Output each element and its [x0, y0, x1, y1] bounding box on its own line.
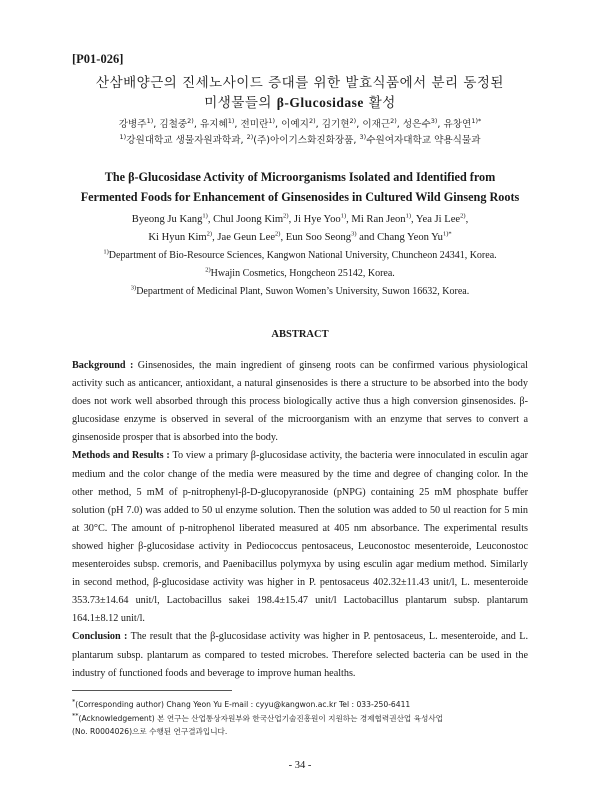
author-affiliation-mark: 1): [227, 116, 235, 125]
conclusion-paragraph: [72, 628, 528, 682]
author-affiliation-mark: 2): [187, 116, 194, 125]
author-affiliation-mark: 2): [349, 116, 357, 125]
author-affiliation-mark: 2): [275, 230, 281, 238]
author-affiliation-mark: 2): [390, 116, 397, 125]
abstract-code: [P01-026]: [72, 52, 124, 66]
english-author: Ji Hye Yoo: [293, 214, 341, 225]
author-affiliation-mark: 1): [340, 212, 347, 220]
background-paragraph: [72, 357, 528, 447]
affiliation-mark: 2): [246, 132, 254, 141]
author-affiliation-mark: 2): [283, 212, 289, 220]
english-authors-line2: Ki Hyun Kim$^{2)}$, Jae Geun Lee$^{2)}$, Eun Soo Seong$^{3)}$ and Chang Yeon $Yu^{1)*}$: [148, 230, 452, 243]
english-author: Chul Joong Kim: [213, 214, 284, 225]
korean-author: 유창연: [443, 119, 472, 130]
author-affiliation-mark: 1)*: [471, 116, 482, 125]
korean-affiliation: 수원여자대학교 약용식물과: [366, 135, 481, 146]
english-author: Ki Hyun Kim: [148, 232, 207, 243]
english-author: Chang Yeon Yu: [377, 232, 443, 243]
affiliation-text: Department of Medicinal Plant, Suwon Women’s University, Suwon 16632, Korea.: [136, 286, 470, 297]
korean-author: 이예지: [281, 119, 309, 130]
korean-affiliation: (주)아이기스화진화장품: [253, 135, 354, 146]
affiliation-mark: 1): [119, 132, 127, 141]
korean-title-enzyme: β-Glucosidase: [276, 95, 364, 110]
korean-title-line2: [72, 93, 528, 113]
english-affiliation: [72, 265, 528, 283]
english-affiliation: [72, 283, 528, 301]
background-label: Background :: [72, 360, 134, 371]
korean-title-suffix: 활성: [363, 95, 396, 111]
page-number: - 34 -: [288, 760, 312, 771]
english-author: Eun Soo Seong: [285, 232, 352, 243]
english-author: Jae Geun Lee: [217, 232, 276, 243]
korean-author: 전미란: [240, 119, 269, 130]
english-authors: [72, 211, 528, 247]
acknowledgement-note: **(Acknowledgement) 본 연구는 산업통상자원부와 한국산업기술진흥원이 지원하는 경제협력권산업 육성사업: [72, 710, 443, 723]
author-affiliation-mark: 1)*: [442, 230, 452, 238]
author-affiliation-mark: 1): [405, 212, 411, 220]
author-affiliation-mark: 2): [206, 230, 213, 238]
acknowledgement-note-cont: (No. R0004026)으로 수행된 연구결과입니다.: [72, 727, 228, 736]
korean-title-prefix: 미생물들의: [204, 95, 277, 111]
english-affiliations: [72, 247, 528, 301]
korean-author: 성은수: [402, 119, 431, 130]
conclusion-text: The result that the β-glucosidase activity was higher in P. pentosaceus, L. mesenteroide, and L. plantarum subsp. plantarum as compared to tested microbes. Therefore selected bacteria can be used in the industry of functioned foods and beverage to improve human healths.: [72, 631, 528, 679]
background-text: Ginsenosides, the main ingredient of ginseng roots can be confirmed various physiological activity such as anticancer, antioxidant, a natural ginsenosides is there a structure to be absorbed into the body does not work well absorbed through this process biologically active thus a high conversion ginsenosides. β-glucosidase enzyme is observed in several of the microorganism with an enzyme that serves to convert a ginsenoside prosper that is absorbed into the body.: [72, 360, 528, 444]
abstract-heading: ABSTRACT: [271, 329, 329, 340]
paper-page: [72, 52, 528, 683]
english-author: Mi Ran Jeon: [351, 214, 406, 225]
korean-author: 김철중: [159, 119, 188, 130]
affiliation-text: Hwajin Cosmetics, Hongcheon 25142, Korea.: [210, 268, 395, 279]
english-title-line2: Fermented Foods for Enhancement of Ginsenosides in Cultured Wild Ginseng Roots: [80, 190, 520, 204]
english-author: Yea Ji Lee: [415, 214, 461, 225]
methods-text: To view a primary β-glucosidase activity, the bacteria were innoculated in esculin agar medium and the color change of the media were measured by the time and degree of changing color. In the other method, 5 mM of p-nitrophenyl-β-D-glucopyranoside (pNPG) containing 25 mM phosphate buffer solution (pH 7.0) was added to 50 ul enzyme solution. Then the solution was added to 50 ul reaction for 5 min at 30°C. The amount of p-nitrophenol liberated measured at 405 nm absorbance. The experimental results showed higher β-glucosidase activity in Pediococcus pentosaceus, Leuconostoc mesenteroide, Leuconostoc mesenteroides subsp. cremoris, and Paenibacillus polymyxa by using esculin agar medium method. Similarly in second method, β-glucosidase activity was higher in P. pentosaceus 402.32±11.43 unit/l, L. mesenteroide 353.73±14.64 unit/l, Lactobacillus sakei 198.4±15.47 unit/l Lactobacillus plantarum subsp. plantarum 164.1±8.12 unit/l.: [72, 450, 528, 625]
author-affiliation-mark: 3): [430, 116, 438, 125]
footnote-divider: [72, 690, 232, 691]
footnotes: [72, 698, 532, 739]
english-title-line1: The β-Glucosidase Activity of Microorganisms Isolated and Identified from: [104, 170, 496, 184]
author-affiliation-mark: 3): [351, 230, 357, 238]
corresponding-author-note: *(Corresponding author) Chang Yeon Yu E-mail : cyyu@kangwon.ac.kr Tel : 033-250-6411: [72, 697, 411, 709]
affiliation-mark: 3): [359, 132, 367, 141]
korean-affiliation: 강원대학교 생물자원과학과: [126, 135, 241, 146]
korean-title: [72, 73, 528, 113]
author-affiliation-mark: 2): [460, 212, 466, 220]
conclusion-label: Conclusion :: [72, 631, 128, 643]
korean-affiliations: $^{1)}$강원대학교 생물자원과학과, $^{2)}$(주)아이기스화진화장품, $^{3)}$수원여자대학교 약용식물과: [119, 132, 481, 146]
affiliation-mark: 1): [103, 248, 109, 256]
english-author: Byeong Ju Kang: [131, 214, 203, 225]
methods-paragraph: [72, 447, 528, 628]
author-affiliation-mark: 1): [202, 212, 208, 220]
author-affiliation-mark: 1): [146, 116, 154, 125]
korean-author: 강병주: [118, 119, 147, 130]
affiliation-mark: 2): [205, 266, 211, 274]
english-affiliation: [72, 247, 528, 265]
english-title: [72, 167, 528, 207]
author-affiliation-mark: 1): [268, 116, 276, 125]
affiliation-mark: 3): [130, 284, 137, 292]
methods-label: Methods and Results :: [72, 450, 170, 462]
korean-author: 이재근: [362, 119, 391, 130]
korean-title-line1: 산삼배양근의 진세노사이드 증대를 위한 발효식품에서 분리 동정된: [96, 75, 504, 91]
english-authors-line1: Byeong Ju Kang$^{1)}$, Chul Joong Kim$^{2)}$, Ji Hye Yoo$^{1)}$, Mi Ran Jeon$^{1)}$, Yea Ji Lee$^{2)}$,: [131, 212, 469, 225]
affiliation-text: Department of Bio-Resource Sciences, Kangwon National University, Chuncheon 24341, Korea.: [108, 250, 497, 261]
korean-author: 김기현: [321, 119, 350, 130]
korean-authors: 강병주$^{1)}$, 김철중$^{2)}$, 유지혜$^{1)}$, 전미란$^{1)}$, 이예지$^{2)}$, 김기현$^{2)}$, 이재근$^{2)}$, 성은수$^{3)}$, 유창연$^{1)*}$: [118, 116, 482, 130]
korean-author: 유지혜: [199, 119, 228, 130]
author-affiliation-mark: 2): [308, 116, 316, 125]
